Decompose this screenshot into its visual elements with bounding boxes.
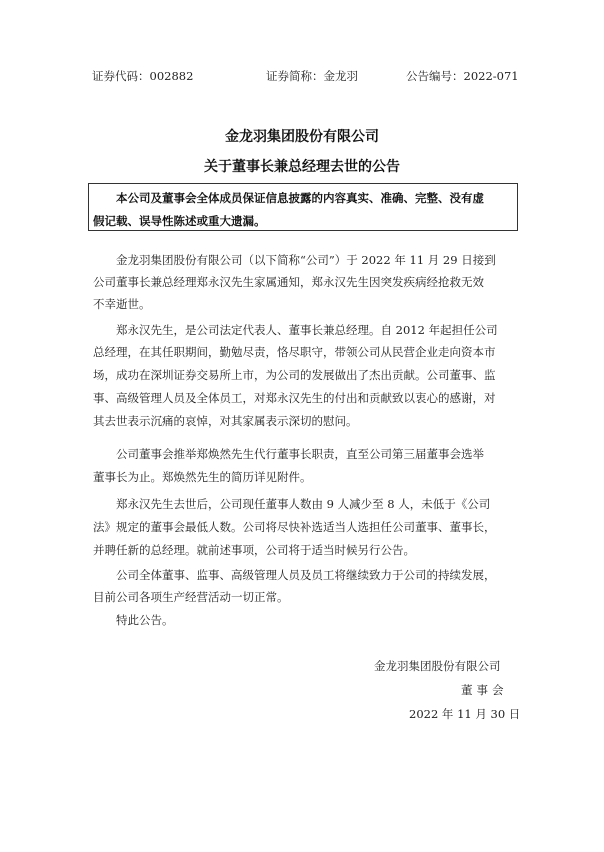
body-line: 并聘任新的总经理。就前述事项，公司将于适当时候另行公告。 bbox=[93, 543, 415, 557]
body-line: 特此公告。 bbox=[116, 613, 174, 627]
disclaimer-line-2: 假记载、误导性陈述或重大遗漏。 bbox=[93, 214, 266, 228]
notice-number: 公告编号：2022-071 bbox=[406, 69, 519, 83]
body-line: 公司全体董事、监事、高级管理人员及员工将继续致力于公司的持续发展， bbox=[116, 568, 496, 582]
body-line: 金龙羽集团股份有限公司（以下简称“公司”）于 2022 年 11 月 29 日接到 bbox=[116, 253, 496, 267]
body-line: 郑永汉先生去世后，公司现任董事人数由 9 人减少至 8 人，未低于《公司 bbox=[116, 497, 491, 511]
body-line: 郑永汉先生，是公司法定代表人、董事长兼总经理。自 2012 年起担任公司 bbox=[116, 323, 498, 337]
body-line: 目前公司各项生产经营活动一切正常。 bbox=[93, 590, 289, 604]
body-line: 不幸逝世。 bbox=[93, 297, 151, 311]
signature-board: 董事会 bbox=[461, 683, 508, 697]
body-line: 事、高级管理人员及全体员工，对郑永汉先生的付出和贡献致以衷心的感谢，对 bbox=[93, 391, 496, 405]
signature-company: 金龙羽集团股份有限公司 bbox=[374, 659, 501, 673]
body-line: 总经理，在其任职期间，勤勉尽责，恪尽职守，带领公司从民营企业走向资本市 bbox=[93, 345, 496, 359]
body-line: 其去世表示沉痛的哀悼，对其家属表示深切的慰问。 bbox=[93, 414, 358, 428]
security-abbreviation: 证券简称：金龙羽 bbox=[266, 69, 358, 83]
disclaimer-line-1: 本公司及董事会全体成员保证信息披露的内容真实、准确、完整、没有虚 bbox=[116, 191, 484, 205]
body-line: 公司董事会推举郑焕然先生代行董事长职责，直至公司第三届董事会选举 bbox=[116, 447, 484, 461]
body-line: 董事长为止。郑焕然先生的简历详见附件。 bbox=[93, 470, 312, 484]
security-code: 证券代码：002882 bbox=[92, 69, 194, 83]
company-title: 金龙羽集团股份有限公司 bbox=[225, 129, 379, 145]
body-line: 公司董事长兼总经理郑永汉先生家属通知，郑永汉先生因突发疾病经抢救无效 bbox=[93, 275, 484, 289]
body-line: 场，成功在深圳证券交易所上市，为公司的发展做出了杰出贡献。公司董事、监 bbox=[93, 368, 496, 382]
document-title: 关于董事长兼总经理去世的公告 bbox=[204, 159, 400, 175]
body-line: 法》规定的董事会最低人数。公司将尽快补选适当人选担任公司董事、董事长， bbox=[93, 520, 496, 534]
signature-date: 2022 年 11 月 30 日 bbox=[409, 707, 521, 721]
